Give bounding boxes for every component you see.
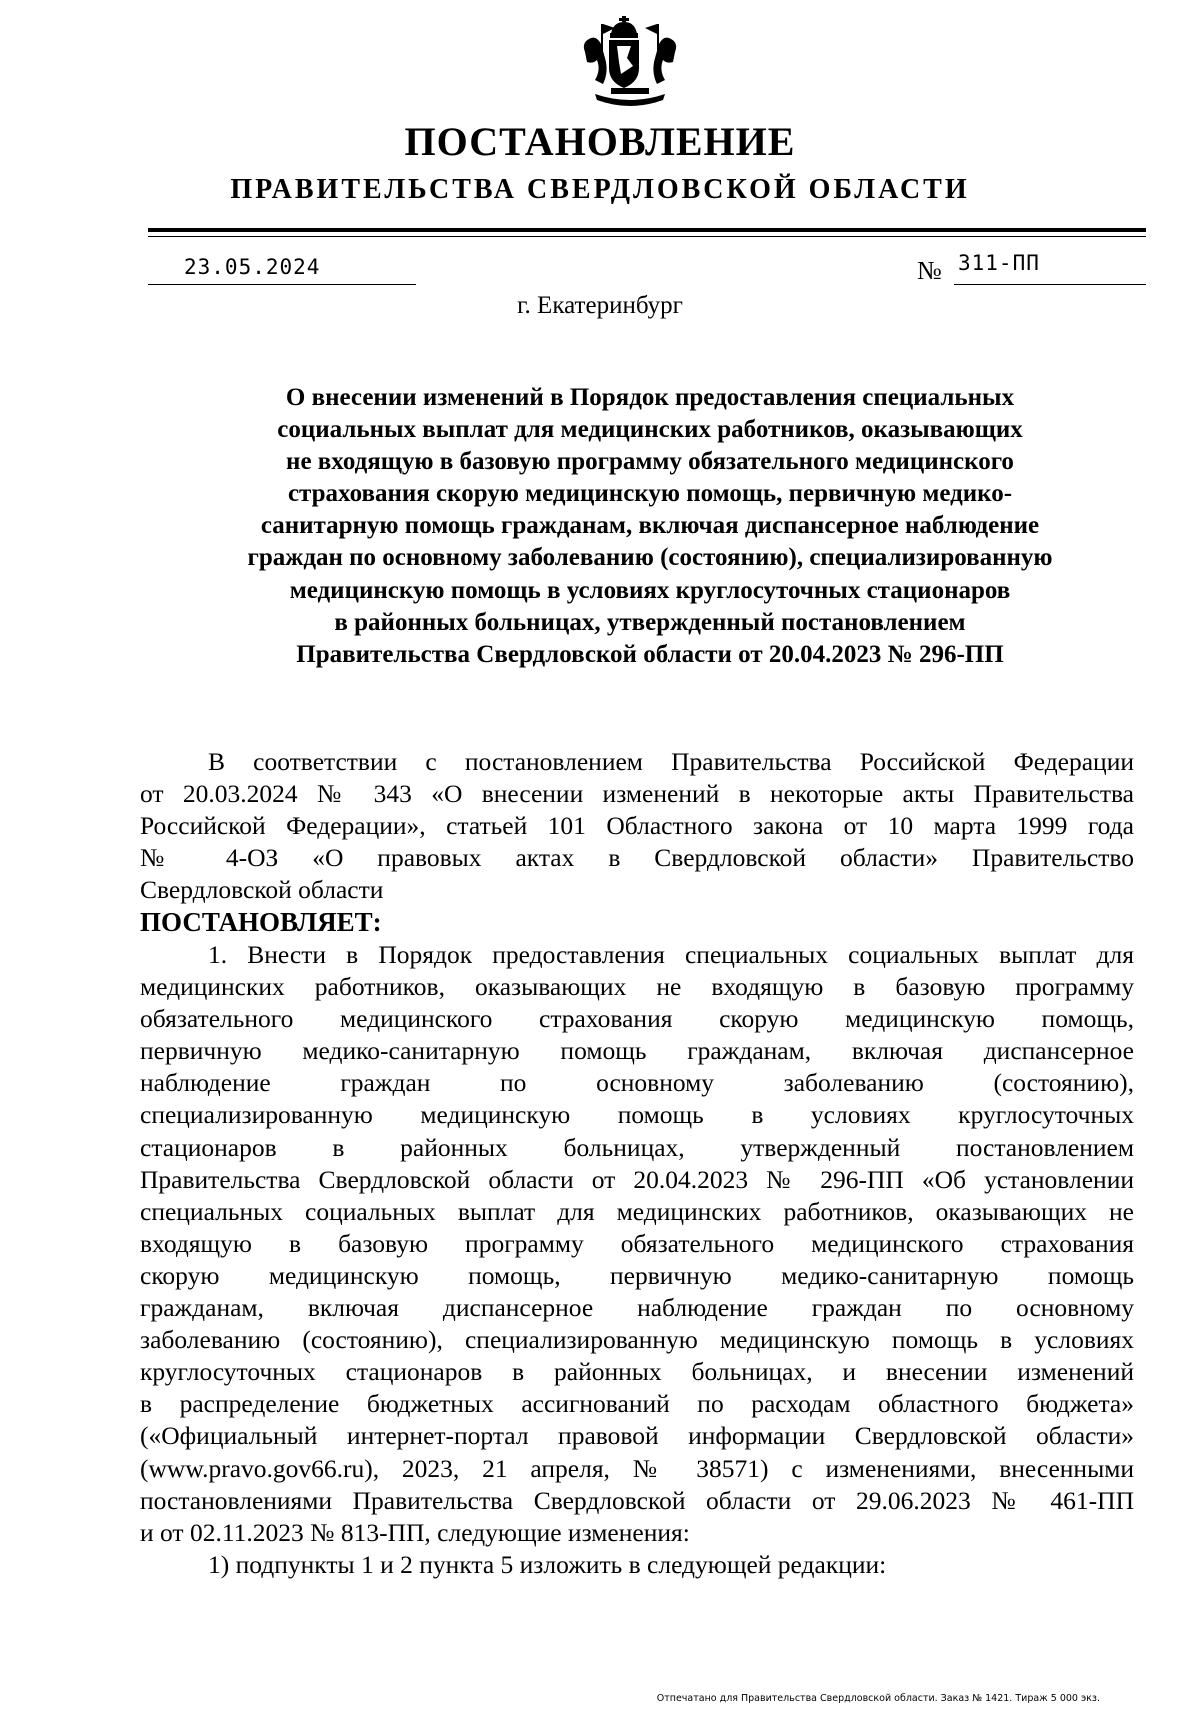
heading-line: медицинскую помощь в условиях круглосуточных стационаров [289, 576, 1011, 604]
paragraph-line: в распределение бюджетных ассигнований по расходам областного бюджета» [140, 1389, 1134, 1419]
issuer-subtitle: ПРАВИТЕЛЬСТВА СВЕРДЛОВСКОЙ ОБЛАСТИ [230, 174, 970, 205]
heading-line: О внесении изменений в Порядок предоставления специальных [285, 384, 1015, 411]
sverdlovsk-coat-of-arms-icon [575, 14, 685, 114]
paragraph-line: скорую медицинскую помощь, первичную медико-санитарную помощь [140, 1260, 1134, 1290]
heading-line: в районных больницах, утвержденный постановлением [334, 608, 966, 636]
paragraph-line: № 4-ОЗ «О правовых актах в Свердловской области» Правительство [140, 843, 1134, 873]
document-date: 23.05.2024 [184, 255, 321, 279]
paragraph-line: от 20.03.2024 № 343 «О внесении изменений в некоторые акты Правительства [140, 779, 1134, 809]
paragraph-line: («Официальный интернет-портал правовой информации Свердловской области» [140, 1421, 1134, 1451]
paragraph-line: наблюдение граждан по основному заболеванию (состоянию), [140, 1068, 1134, 1098]
paragraph-line: Правительства Свердловской области от 20.04.2023 № 296-ПП «Об установлении [140, 1164, 1134, 1194]
header-divider-thick [148, 228, 1146, 232]
paragraph-line: Свердловской области [140, 875, 384, 905]
paragraph-line: гражданам, включая диспансерное наблюдение граждан по основному [140, 1293, 1134, 1323]
number-label: № [917, 256, 942, 285]
heading-line: Правительства Свердловской области от 20.04.2023 № 296-ПП [296, 640, 1004, 668]
subpoint-1: 1) подпункты 1 и 2 пункта 5 изложить в следующей редакции: [208, 1549, 887, 1579]
heading-line: санитарную помощь гражданам, включая диспансерное наблюдение [260, 512, 1040, 540]
paragraph-line: и от 02.11.2023 № 813-ПП, следующие изменения: [140, 1517, 690, 1547]
paragraph-line: В соответствии с постановлением Правительства Российской Федерации [208, 747, 1134, 776]
print-footer: Отпечатано для Правительства Свердловской области. Заказ № 1421. Тираж 5 000 экз. [656, 1693, 1100, 1704]
document-number: 311-ПП [958, 251, 1040, 275]
paragraph-line: специальных социальных выплат для медицинских работников, оказывающих не [140, 1196, 1134, 1226]
resolves-heading: ПОСТАНОВЛЯЕТ: [140, 907, 382, 938]
paragraph-line: заболеванию (состоянию), специализированную медицинскую помощь в условиях [140, 1325, 1134, 1355]
paragraph-line: (www.pravo.gov66.ru), 2023, 21 апреля, № 38571) с изменениями, внесенными [140, 1453, 1134, 1483]
heading-line: социальных выплат для медицинских работников, оказывающих [277, 416, 1023, 444]
document-type-title: ПОСТАНОВЛЕНИЕ [404, 119, 796, 164]
number-field [954, 250, 1146, 285]
paragraph-line: круглосуточных стационаров в районных больницах, и внесении изменений [140, 1357, 1134, 1387]
paragraph-line: первичную медико-санитарную помощь гражданам, включая диспансерное [140, 1036, 1134, 1066]
paragraph-line: 1. Внести в Порядок предоставления специальных социальных выплат для [208, 940, 1134, 969]
paragraph-line: постановлениями Правительства Свердловской области от 29.06.2023 № 461-ПП [140, 1485, 1134, 1515]
document-heading [150, 382, 1150, 671]
paragraph-1 [140, 939, 1134, 1581]
heading-line: граждан по основному заболеванию (состоянию), специализированную [247, 544, 1053, 572]
city: г. Екатеринбург [517, 292, 683, 319]
paragraph-line: входящую в базовую программу обязательного медицинского страхования [140, 1228, 1134, 1258]
paragraph-line: Российской Федерации», статьей 101 Областного закона от 10 марта 1999 года [140, 811, 1134, 841]
date-field [148, 254, 416, 285]
heading-line: страхования скорую медицинскую помощь, первичную медико- [287, 480, 1013, 508]
header-divider-thin [148, 236, 1146, 237]
heading-line: не входящую в базовую программу обязательного медицинского [286, 448, 1014, 476]
paragraph-line: обязательного медицинского страхования скорую медицинскую помощь, [140, 1004, 1134, 1034]
paragraph-line: стационаров в районных больницах, утвержденный постановлением [140, 1132, 1134, 1162]
paragraph-line: специализированную медицинскую помощь в условиях круглосуточных [140, 1100, 1134, 1130]
paragraph-line: медицинских работников, оказывающих не входящую в базовую программу [140, 972, 1134, 1002]
preamble-paragraph [140, 746, 1134, 939]
